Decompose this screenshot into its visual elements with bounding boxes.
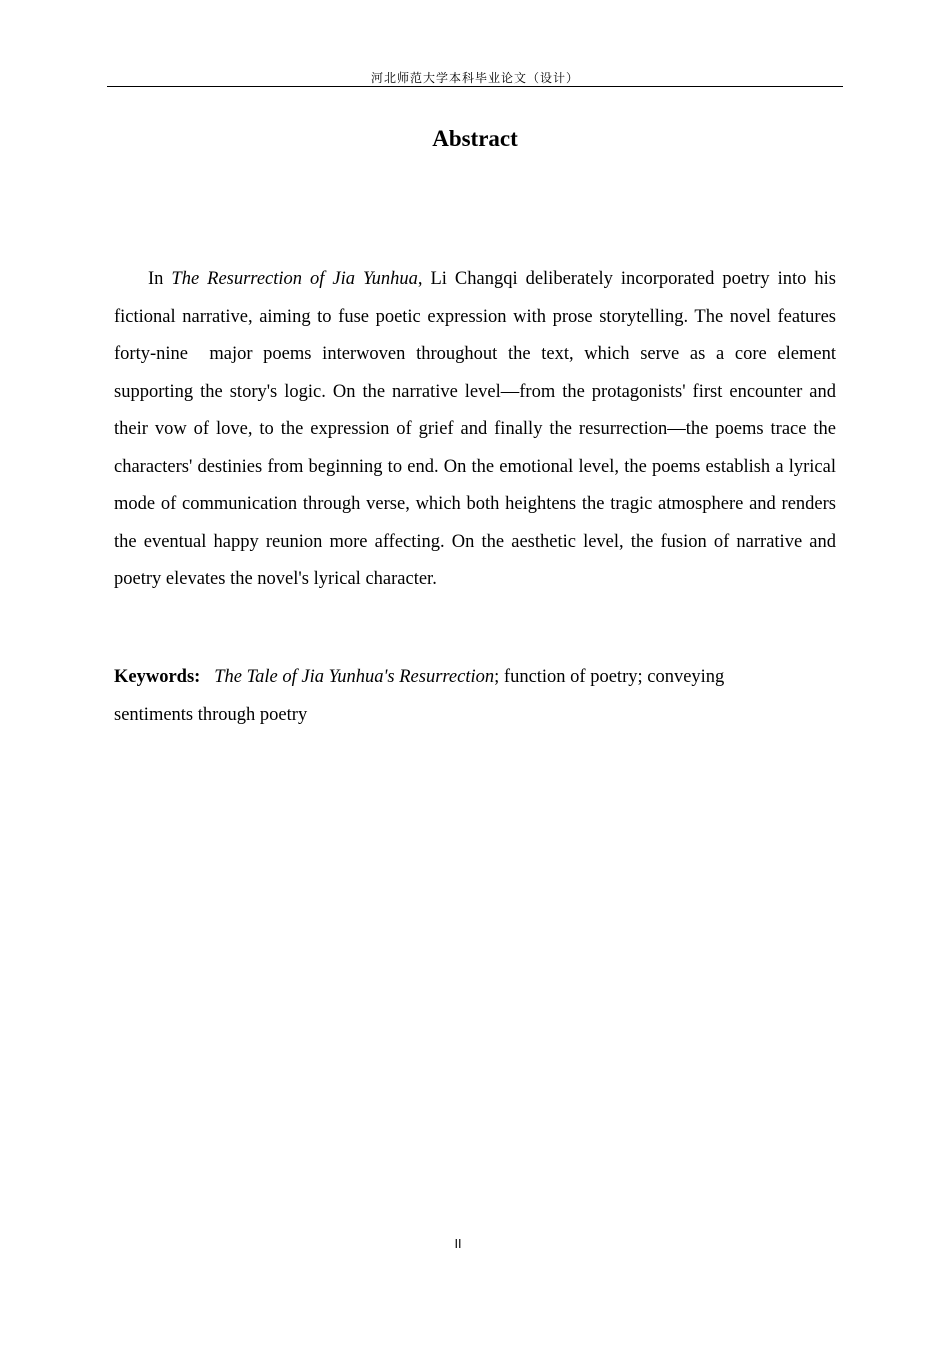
keywords-label: Keywords: (114, 667, 201, 687)
keywords-work-title: The Tale of Jia Yunhua's Resurrection (214, 667, 495, 687)
header-rule (107, 86, 843, 87)
running-header: 河北师范大学本科毕业论文（设计） (370, 71, 579, 85)
abstract-work-title: The Resurrection of Jia Yunhua (171, 269, 418, 289)
keywords-section (114, 659, 764, 734)
page-number-container (0, 1236, 916, 1252)
abstract-text: , Li Changqi deliberately incorporated poetry into his fictional narrative, aiming to fuse poetic expression with prose storytelling. The novel features forty-nine major poems interwoven throughout the text, which serve as a core element supporting the story's logic. On the narrative level—from the protagonists' first encounter and their vow of love, to the expression of grief and finally the resurrection—the poems trace the characters' destinies from beginning to end. On the emotional level, the poems establish a lyrical mode of communication through verse, which both heightens the tragic atmosphere and renders the eventual happy reunion more affecting. On the aesthetic level, the fusion of narrative and poetry elevates the novel's lyrical character. (114, 269, 836, 589)
abstract-paragraph (114, 261, 836, 599)
keywords-line2: sentiments through poetry (114, 704, 308, 725)
page-number: II (454, 1237, 462, 1251)
keywords-rest: ; function of poetry; conveying (494, 667, 725, 687)
abstract-lead: In (148, 269, 172, 289)
page-title: Abstract (432, 126, 518, 151)
